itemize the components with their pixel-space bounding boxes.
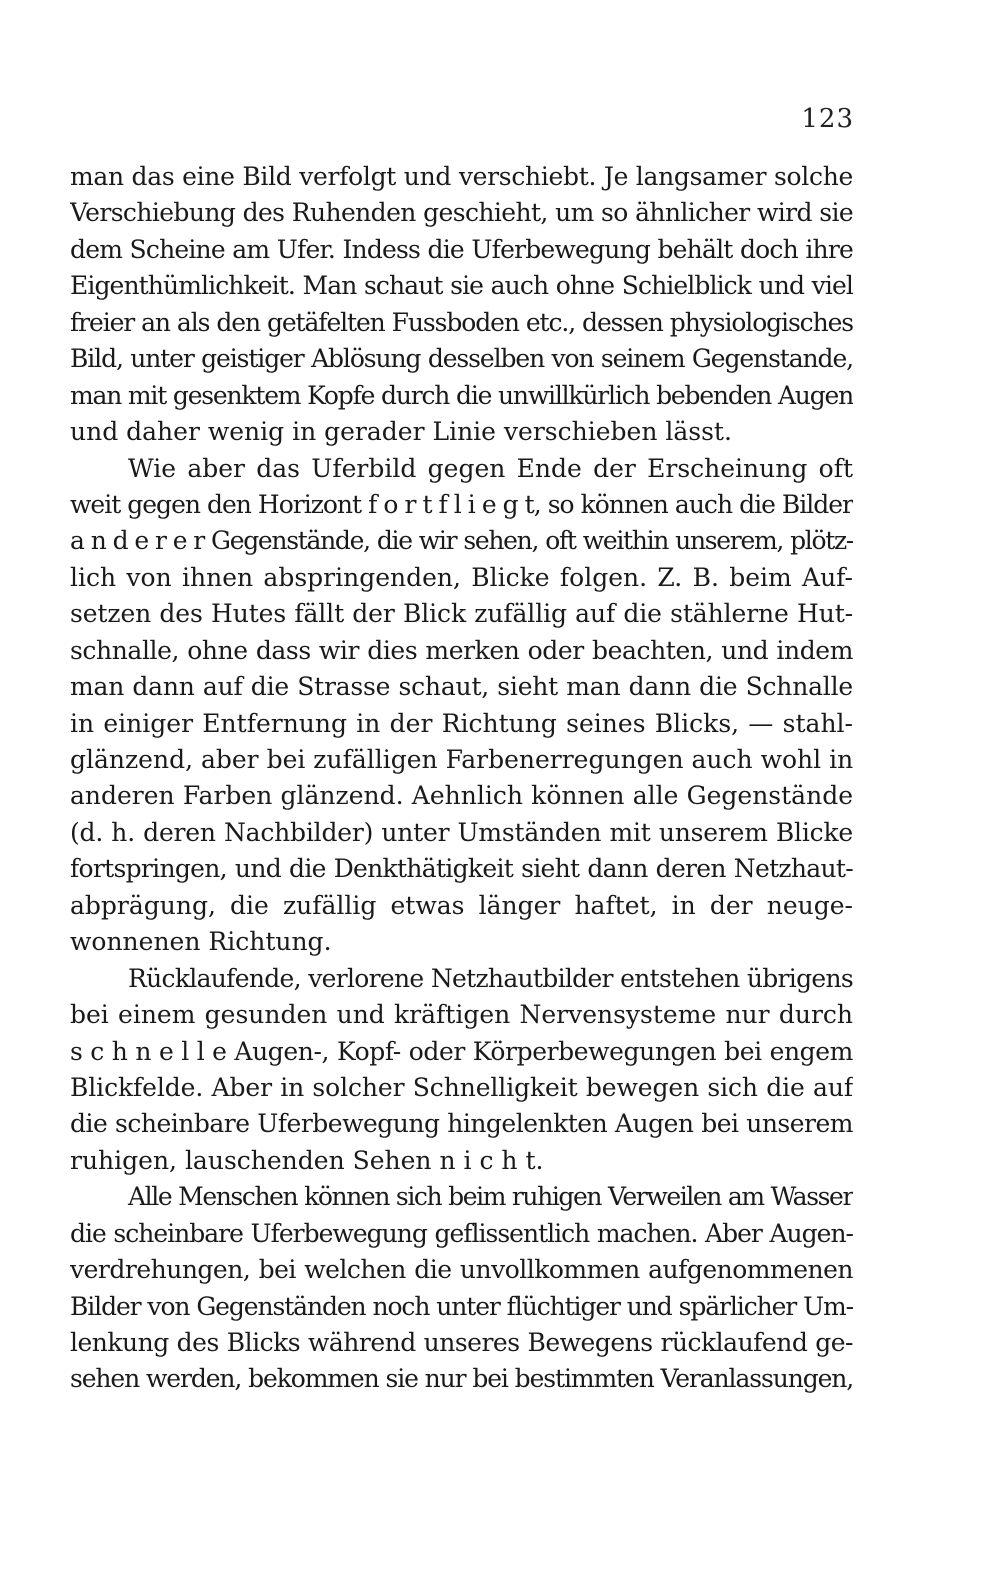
text-line: sehen werden, bekommen sie nur bei bestimmten Veranlassungen,	[70, 1364, 853, 1394]
paragraph	[70, 1179, 853, 1398]
paragraph	[70, 961, 853, 1180]
text-line: fortspringen, und die Denkthätigkeit sieht dann deren Netzhaut-	[70, 854, 853, 884]
text-line: Blickfelde. Aber in solcher Schnelligkeit bewegen sich die auf	[70, 1072, 853, 1102]
text-line: lenkung des Blicks während unseres Bewegens rücklaufend ge-	[70, 1328, 853, 1357]
text-line: Bild, unter geistiger Ablösung desselben von seinem Gegenstande,	[70, 344, 853, 374]
text-line: s c h n e l l e Augen-, Kopf- oder Körperbewegungen bei engem	[70, 1036, 853, 1066]
text-line: ruhigen, lauschenden Sehen n i c h t.	[70, 1145, 544, 1175]
text-line: Alle Menschen können sich beim ruhigen Verweilen am Wasser	[128, 1182, 853, 1212]
paragraph	[70, 159, 853, 451]
text-line: Verschiebung des Ruhenden geschieht, um so ähnlicher wird sie	[70, 198, 853, 228]
text-line: man das eine Bild verfolgt und verschiebt. Je langsamer solche	[70, 162, 853, 191]
text-line: dem Scheine am Ufer. Indess die Uferbewegung behält doch ihre	[70, 234, 853, 264]
text-line: bei einem gesunden und kräftigen Nervensysteme nur durch	[70, 1000, 853, 1030]
text-line: a n d e r e r Gegenstände, die wir sehen, oft weithin unserem, plötz-	[70, 526, 853, 556]
text-line: die scheinbare Uferbewegung geflissentlich machen. Aber Augen-	[70, 1218, 853, 1248]
text-line: man mit gesenktem Kopfe durch die unwillkürlich bebenden Augen	[70, 380, 853, 410]
text-line: lich von ihnen abspringenden, Blicke folgen. Z. B. beim Auf-	[70, 562, 853, 592]
text-line: man dann auf die Strasse schaut, sieht man dann die Schnalle	[70, 672, 853, 702]
text-line: in einiger Entfernung in der Richtung seines Blicks, — stahl-	[70, 708, 853, 738]
body-text	[70, 159, 853, 1398]
text-line: setzen des Hutes fällt der Blick zufällig auf die stählerne Hut-	[70, 599, 853, 629]
paragraph	[70, 451, 853, 961]
text-line: Eigenthümlichkeit. Man schaut sie auch ohne Schielblick und viel	[70, 271, 853, 301]
page-number: 123	[801, 104, 854, 134]
text-line: schnalle, ohne dass wir dies merken oder beachten, und indem	[70, 635, 853, 665]
text-line: verdrehungen, bei welchen die unvollkommen aufgenommenen	[70, 1255, 853, 1285]
text-line: Rücklaufende, verlorene Netzhautbilder entstehen übrigens	[128, 963, 853, 993]
text-line: Wie aber das Uferbild gegen Ende der Erscheinung oft	[128, 453, 853, 483]
text-line: und daher wenig in gerader Linie verschieben lässt.	[70, 417, 732, 447]
text-line: freier an als den getäfelten Fussboden etc., dessen physiologisches	[70, 307, 853, 337]
text-line: anderen Farben glänzend. Aehnlich können alle Gegenstände	[70, 781, 853, 811]
text-line: (d. h. deren Nachbilder) unter Umständen mit unserem Blicke	[70, 817, 853, 847]
text-line: wonnenen Richtung.	[70, 927, 332, 957]
text-line: Bilder von Gegenständen noch unter flüchtiger und spärlicher Um-	[70, 1291, 853, 1321]
text-line: weit gegen den Horizont f o r t f l i e g t, so können auch die Bilder	[70, 489, 853, 519]
text-line: die scheinbare Uferbewegung hingelenkten Augen bei unserem	[70, 1109, 853, 1139]
text-line: glänzend, aber bei zufälligen Farbenerregungen auch wohl in	[70, 745, 853, 774]
text-line: abprägung, die zufällig etwas länger haftet, in der neuge-	[70, 890, 853, 920]
